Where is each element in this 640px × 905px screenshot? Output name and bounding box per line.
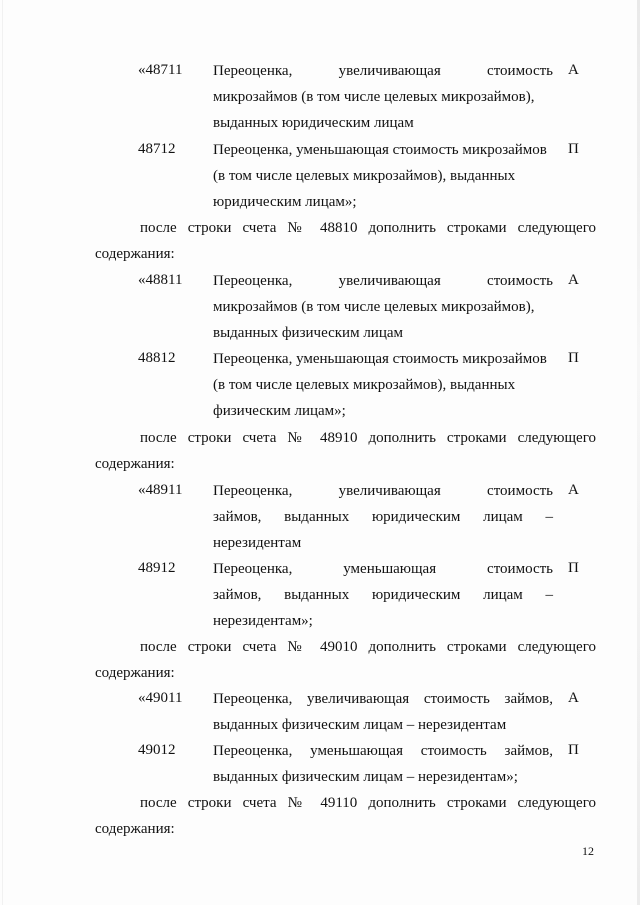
account-description-line: Переоценка, увеличивающая стоимость xyxy=(213,63,553,79)
account-type-mark: А xyxy=(568,272,579,288)
account-entry xyxy=(138,62,580,131)
account-description-line: физическим лицам»; xyxy=(213,403,346,419)
account-description-line: микрозаймов (в том числе целевых микрозаймов), xyxy=(213,299,535,315)
account-type-mark: А xyxy=(568,690,579,706)
account-description-line: юридическим лицам»; xyxy=(213,194,357,210)
account-entry xyxy=(138,690,580,733)
account-type-mark: П xyxy=(568,141,579,157)
account-description-line: нерезидентам xyxy=(213,535,302,551)
account-description-line: (в том числе целевых микрозаймов), выданных xyxy=(213,377,516,393)
account-description-line: Переоценка, уменьшающая стоимость микрозаймов xyxy=(213,351,547,367)
account-code: «48811 xyxy=(138,272,183,288)
account-type-mark: П xyxy=(568,560,579,576)
account-description-line: нерезидентам»; xyxy=(213,613,313,629)
account-type-mark: А xyxy=(568,482,579,498)
account-description-line: выданных юридическим лицам xyxy=(213,115,414,131)
instruction-paragraph-continuation: содержания: xyxy=(95,456,175,472)
account-code: 48912 xyxy=(138,560,176,576)
account-code: 48712 xyxy=(138,141,176,157)
instruction-paragraph: после строки счета № 49010 дополнить строками следующего xyxy=(140,639,596,655)
instruction-paragraph: после строки счета № 48910 дополнить строками следующего xyxy=(140,430,596,446)
instruction-paragraph-continuation: содержания: xyxy=(95,821,175,837)
account-description-line: выданных физическим лицам – нерезидентам»; xyxy=(213,769,518,785)
account-entry xyxy=(138,350,580,419)
account-description-line: Переоценка, увеличивающая стоимость xyxy=(213,483,553,499)
page-number: 12 xyxy=(582,844,594,858)
account-code: 48812 xyxy=(138,350,176,366)
account-description-line: выданных физическим лицам xyxy=(213,325,404,341)
account-code: «48711 xyxy=(138,62,183,78)
account-entry xyxy=(138,482,580,551)
instruction-paragraph: после строки счета № 48810 дополнить строками следующего xyxy=(140,220,596,236)
account-description-line: займов, выданных юридическим лицам – xyxy=(213,509,553,525)
instruction-paragraph-continuation: содержания: xyxy=(95,665,175,681)
account-entry xyxy=(138,141,580,210)
scan-edge-left xyxy=(2,0,3,905)
account-code: 49012 xyxy=(138,742,176,758)
account-entry xyxy=(138,560,580,629)
account-description-line: займов, выданных юридическим лицам – xyxy=(213,587,553,603)
account-code: «48911 xyxy=(138,482,183,498)
account-description-line: Переоценка, уменьшающая стоимость займов, xyxy=(213,743,553,759)
account-type-mark: П xyxy=(568,742,579,758)
account-description-line: выданных физическим лицам – нерезидентам xyxy=(213,717,507,733)
account-description-line: (в том числе целевых микрозаймов), выданных xyxy=(213,168,516,184)
instruction-paragraph: после строки счета № 49110 дополнить строками следующего xyxy=(140,795,596,811)
account-description-line: Переоценка, уменьшающая стоимость xyxy=(213,561,553,577)
instruction-paragraph-continuation: содержания: xyxy=(95,246,175,262)
account-code: «49011 xyxy=(138,690,183,706)
account-type-mark: А xyxy=(568,62,579,78)
account-entry xyxy=(138,742,580,785)
account-description-line: Переоценка, увеличивающая стоимость займов, xyxy=(213,691,553,707)
account-description-line: микрозаймов (в том числе целевых микрозаймов), xyxy=(213,89,535,105)
account-type-mark: П xyxy=(568,350,579,366)
account-description-line: Переоценка, увеличивающая стоимость xyxy=(213,273,553,289)
account-entry xyxy=(138,272,580,341)
account-description-line: Переоценка, уменьшающая стоимость микрозаймов xyxy=(213,142,547,158)
